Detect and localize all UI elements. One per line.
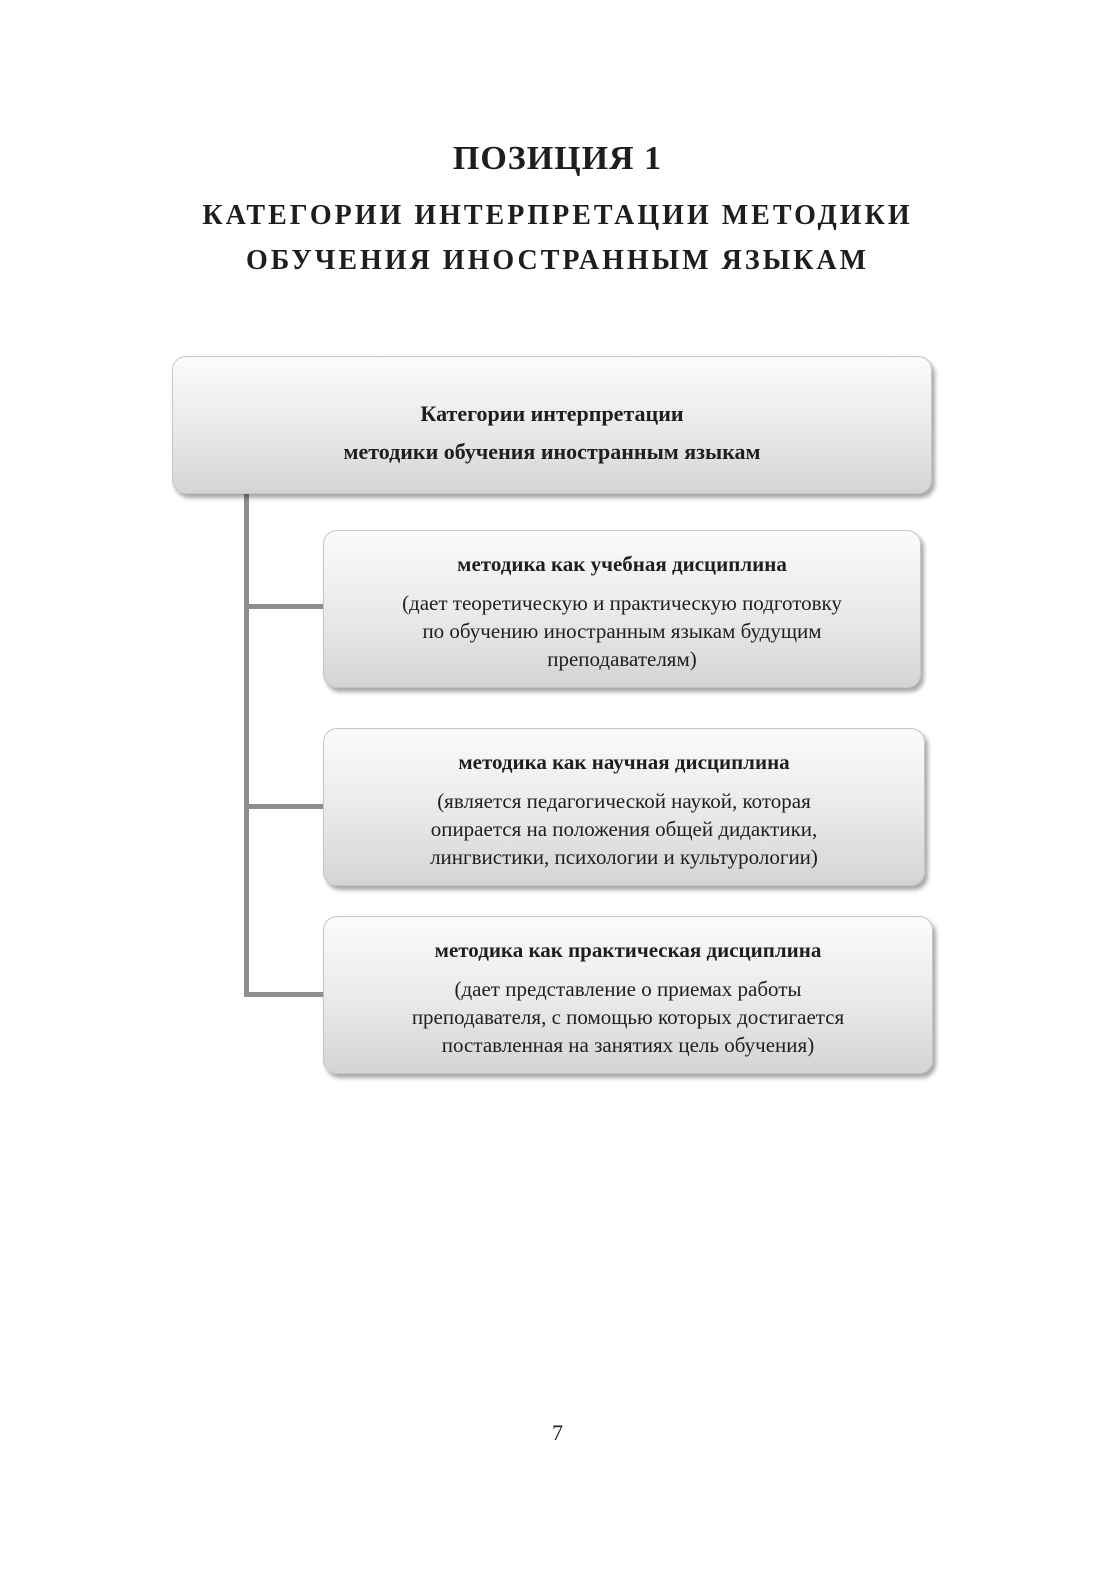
section-number-title: ПОЗИЦИЯ 1 (452, 140, 663, 177)
category-box-educational (323, 530, 921, 688)
page-title-line-2: ОБУЧЕНИЯ ИНОСТРАННЫМ ЯЗЫКАМ (245, 245, 870, 276)
description-line: (дает теоретическую и практическую подготовку (402, 591, 842, 615)
category-box-scientific (323, 728, 925, 886)
page-title-line-1: КАТЕГОРИИ ИНТЕРПРЕТАЦИИ МЕТОДИКИ (202, 200, 913, 231)
category-box-practical (323, 916, 933, 1074)
connector-branch-3 (244, 992, 323, 997)
category-title: методика как научная дисциплина (458, 750, 790, 774)
connector-branch-1 (244, 604, 323, 609)
category-description (324, 975, 932, 1059)
category-description (324, 787, 924, 871)
description-line: лингвистики, психологии и культурологии) (430, 845, 818, 869)
description-line: (дает представление о приемах работы (454, 977, 802, 1001)
description-line: опирается на положения общей дидактики, (430, 817, 818, 841)
description-line: преподавателям) (547, 647, 697, 671)
connector-branch-2 (244, 804, 323, 809)
category-title: методика как учебная дисциплина (457, 552, 787, 576)
description-line: преподавателя, с помощью которых достигается (411, 1005, 845, 1029)
category-title: методика как практическая дисциплина (434, 938, 822, 962)
page-number: 7 (552, 1420, 563, 1445)
description-line: поставленная на занятиях цель обучения) (441, 1033, 815, 1057)
diagram-root-box (172, 356, 932, 494)
connector-vertical-line (244, 494, 249, 996)
category-description (324, 589, 920, 673)
root-label-line-1: Категории интерпретации (420, 401, 684, 426)
root-label-line-2: методики обучения иностранным языкам (343, 439, 761, 464)
description-line: (является педагогической наукой, которая (437, 789, 811, 813)
description-line: по обучению иностранным языкам будущим (422, 619, 822, 643)
